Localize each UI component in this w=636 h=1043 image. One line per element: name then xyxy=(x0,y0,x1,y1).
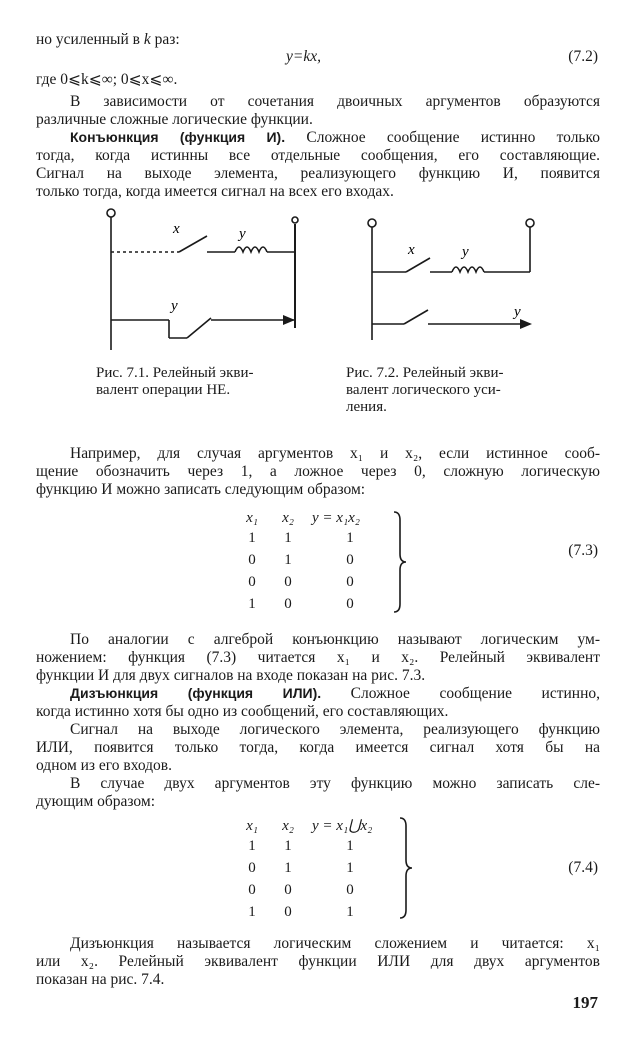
text-line xyxy=(36,684,600,703)
table-header-x2: x₂ xyxy=(282,818,294,834)
truth-table-7-3 xyxy=(240,508,410,618)
table-cell: 0 xyxy=(284,882,292,898)
fig2-label-x: x xyxy=(408,242,415,258)
text-span: k xyxy=(143,31,151,48)
table-cell: 0 xyxy=(248,552,256,568)
equation-number-7-4: (7.4) xyxy=(568,859,598,876)
table-cell: 0 xyxy=(346,596,354,612)
table-cell: 1 xyxy=(346,530,354,546)
text-line: дующим образом: xyxy=(36,793,155,810)
section-heading-conjunction: Конъюнкция (функция И). xyxy=(70,129,286,145)
fig2-label-y-top: y xyxy=(462,244,469,260)
text-span: Сложное сообщение истинно, xyxy=(321,685,600,702)
text-line: или x₂. Релейный эквивалент функции ИЛИ для двух аргументов xyxy=(36,953,600,970)
text-line: функцию И можно записать следующим образом: xyxy=(36,481,366,498)
table-header-x1: x₁ xyxy=(246,818,258,834)
text-line: одном из его входов. xyxy=(36,757,173,774)
figure-7-2-relay-diagram xyxy=(360,210,550,350)
table-cell: 1 xyxy=(284,860,292,876)
switch-contact-y xyxy=(404,310,428,324)
text-line: Дизъюнкция называется логическим сложением и читается: x₁ xyxy=(70,935,600,952)
relay-coil xyxy=(235,247,267,252)
table-cell: 0 xyxy=(248,574,256,590)
table-cell: 1 xyxy=(248,838,256,854)
terminal-circle xyxy=(526,219,534,227)
relay-coil xyxy=(452,267,484,272)
fig1-label-y-top: y xyxy=(239,226,246,242)
truth-table-7-4 xyxy=(240,816,410,926)
equation-number-7-2: (7.2) xyxy=(568,48,598,65)
brace-7-4 xyxy=(396,816,416,920)
table-cell: 0 xyxy=(284,596,292,612)
text-line xyxy=(36,128,600,147)
fig2-label-y-bottom: y xyxy=(514,304,521,320)
text-span: но усиленный в xyxy=(36,31,144,48)
terminal-circle xyxy=(368,219,376,227)
table-cell: 1 xyxy=(248,596,256,612)
text-line: показан на рис. 7.4. xyxy=(36,971,165,988)
figure-7-1-caption-line: валент операции НЕ. xyxy=(96,382,231,398)
table-cell: 1 xyxy=(248,904,256,920)
text-line: различные сложные логические функции. xyxy=(36,111,313,128)
table-header-y: y = x₁x₂ xyxy=(312,510,361,526)
text-line: тогда, когда истинны все отдельные сообщения, его составляющие. xyxy=(36,147,600,164)
table-cell: 0 xyxy=(346,552,354,568)
section-heading-disjunction: Дизъюнкция (функция ИЛИ). xyxy=(70,685,322,701)
table-cell: 1 xyxy=(346,838,354,854)
table-cell: 1 xyxy=(346,860,354,876)
text-span: раз: xyxy=(150,31,180,48)
figure-7-2-caption-line: Рис. 7.2. Релейный экви- xyxy=(346,365,504,381)
equation-number-7-3: (7.3) xyxy=(568,542,598,559)
text-line: В случае двух аргументов эту функцию можно записать сле- xyxy=(70,775,600,792)
text-line: только тогда, когда имеется сигнал на всех его входах. xyxy=(36,183,394,200)
text-line: Например, для случая аргументов x₁ и x₂, если истинное сооб- xyxy=(70,445,600,462)
figure-7-1-relay-diagram xyxy=(95,200,315,360)
table-cell: 0 xyxy=(284,904,292,920)
text-line: ножением: функция (7.3) читается x₁ и x₂. Релейный эквивалент xyxy=(36,649,600,666)
text-line: функции И для двух сигналов на входе показан на рис. 7.3. xyxy=(36,667,426,684)
table-cell: 0 xyxy=(248,860,256,876)
table-header-x2: x₂ xyxy=(282,510,294,526)
terminal-circle xyxy=(292,217,298,223)
switch-contact-y xyxy=(187,318,211,338)
text-span: Сложное сообщение истинно только xyxy=(285,129,600,146)
table-cell: 1 xyxy=(284,838,292,854)
switch-contact-x xyxy=(406,258,430,272)
fig1-label-y-bottom: y xyxy=(171,298,178,314)
table-cell: 1 xyxy=(284,530,292,546)
table-cell: 1 xyxy=(346,904,354,920)
text-line: Сигнал на выходе элемента, реализующего функцию И, появится xyxy=(36,165,600,182)
text-line: когда истинно хотя бы одно из сообщений, его составляющих. xyxy=(36,703,449,720)
table-cell: 0 xyxy=(284,574,292,590)
page-number: 197 xyxy=(572,993,598,1012)
text-line: ИЛИ, появится только тогда, когда имеется сигнал хотя бы на xyxy=(36,739,600,756)
figure-7-1-caption-line: Рис. 7.1. Релейный экви- xyxy=(96,365,254,381)
equation-7-2: y=kx, xyxy=(286,48,321,65)
table-header-y: y = x₁⋃x₂ xyxy=(312,818,373,834)
table-header-x1: x₁ xyxy=(246,510,258,526)
text-line: где 0⩽k⩽∞; 0⩽x⩽∞. xyxy=(36,71,178,88)
text-line: По аналогии с алгеброй конъюнкцию называют логическим ум- xyxy=(70,631,600,648)
figure-7-2-caption-line: валент логического уси- xyxy=(346,382,501,398)
table-cell: 0 xyxy=(248,882,256,898)
table-cell: 1 xyxy=(248,530,256,546)
table-cell: 0 xyxy=(346,882,354,898)
terminal-circle xyxy=(107,209,115,217)
table-cell: 1 xyxy=(284,552,292,568)
arrow-head xyxy=(283,315,295,325)
figure-7-2-caption-line: ления. xyxy=(346,399,387,415)
arrow-head xyxy=(520,319,532,329)
fig1-label-x: x xyxy=(173,221,180,237)
switch-contact-x xyxy=(179,236,207,252)
text-line: Сигнал на выходе логического элемента, реализующего функцию xyxy=(70,721,600,738)
table-cell: 0 xyxy=(346,574,354,590)
text-line: В зависимости от сочетания двоичных аргументов образуются xyxy=(70,93,600,110)
text-line: щение обозначить через 1, а ложное через 0, сложную логическую xyxy=(36,463,600,480)
brace-7-3 xyxy=(390,510,410,614)
